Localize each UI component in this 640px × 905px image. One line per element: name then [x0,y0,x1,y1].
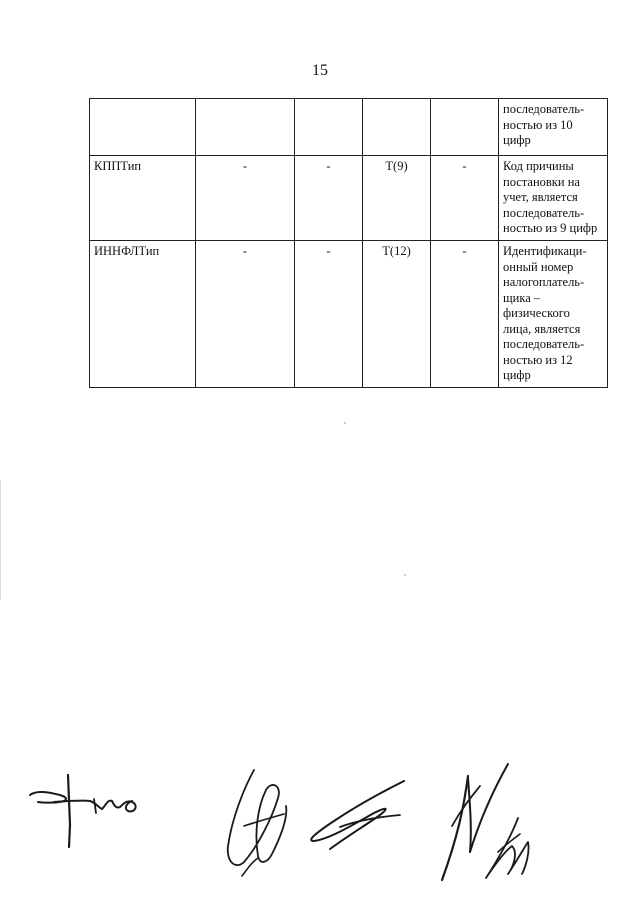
description-line: лица, является [503,321,581,336]
table-cell [295,99,363,156]
type-name-cell [90,99,196,156]
description-line: Идентификаци- [503,244,587,258]
format-cell [363,99,431,156]
table-cell: - [431,156,499,241]
description-line: ностью из 9 цифр [503,221,598,235]
description-line: постановки на [503,174,580,189]
description-line: физического [503,306,570,320]
scan-speck [404,574,406,576]
description-line: последователь- [503,337,585,351]
table-row [90,156,608,241]
signature-3 [300,775,420,865]
signature-4 [428,756,548,891]
description-line: цифр [503,133,531,147]
description-line: щика – [503,290,541,305]
type-name-cell: КППТип [90,156,196,241]
page-number: 15 [312,62,328,79]
scan-edge-mark [0,480,1,600]
table-cell [431,99,499,156]
format-cell: Т(12) [363,241,431,388]
format-cell: Т(9) [363,156,431,241]
description-cell [499,99,608,156]
description-line: налогоплатель- [503,275,585,289]
table-row [90,241,608,388]
table-cell: - [295,241,363,388]
type-name-cell: ИННФЛТип [90,241,196,388]
table-cell: - [196,241,295,388]
description-line: учет, является [503,190,578,204]
description-line: последователь- [503,205,585,220]
table-cell: - [196,156,295,241]
scan-speck [344,422,346,424]
table-row [90,99,608,156]
data-type-table [89,98,608,388]
description-cell [499,156,608,241]
table-cell: - [295,156,363,241]
description-line: ностью из 12 [503,352,573,367]
table-cell: - [431,241,499,388]
description-cell [499,241,608,388]
description-line: онный номер [503,259,574,274]
description-line: ностью из 10 [503,117,573,132]
description-line: цифр [503,368,531,382]
signature-1 [24,765,154,855]
description-line: Код причины [503,159,574,173]
table-cell [196,99,295,156]
description-line: последователь- [503,102,585,116]
signature-2 [214,758,304,888]
